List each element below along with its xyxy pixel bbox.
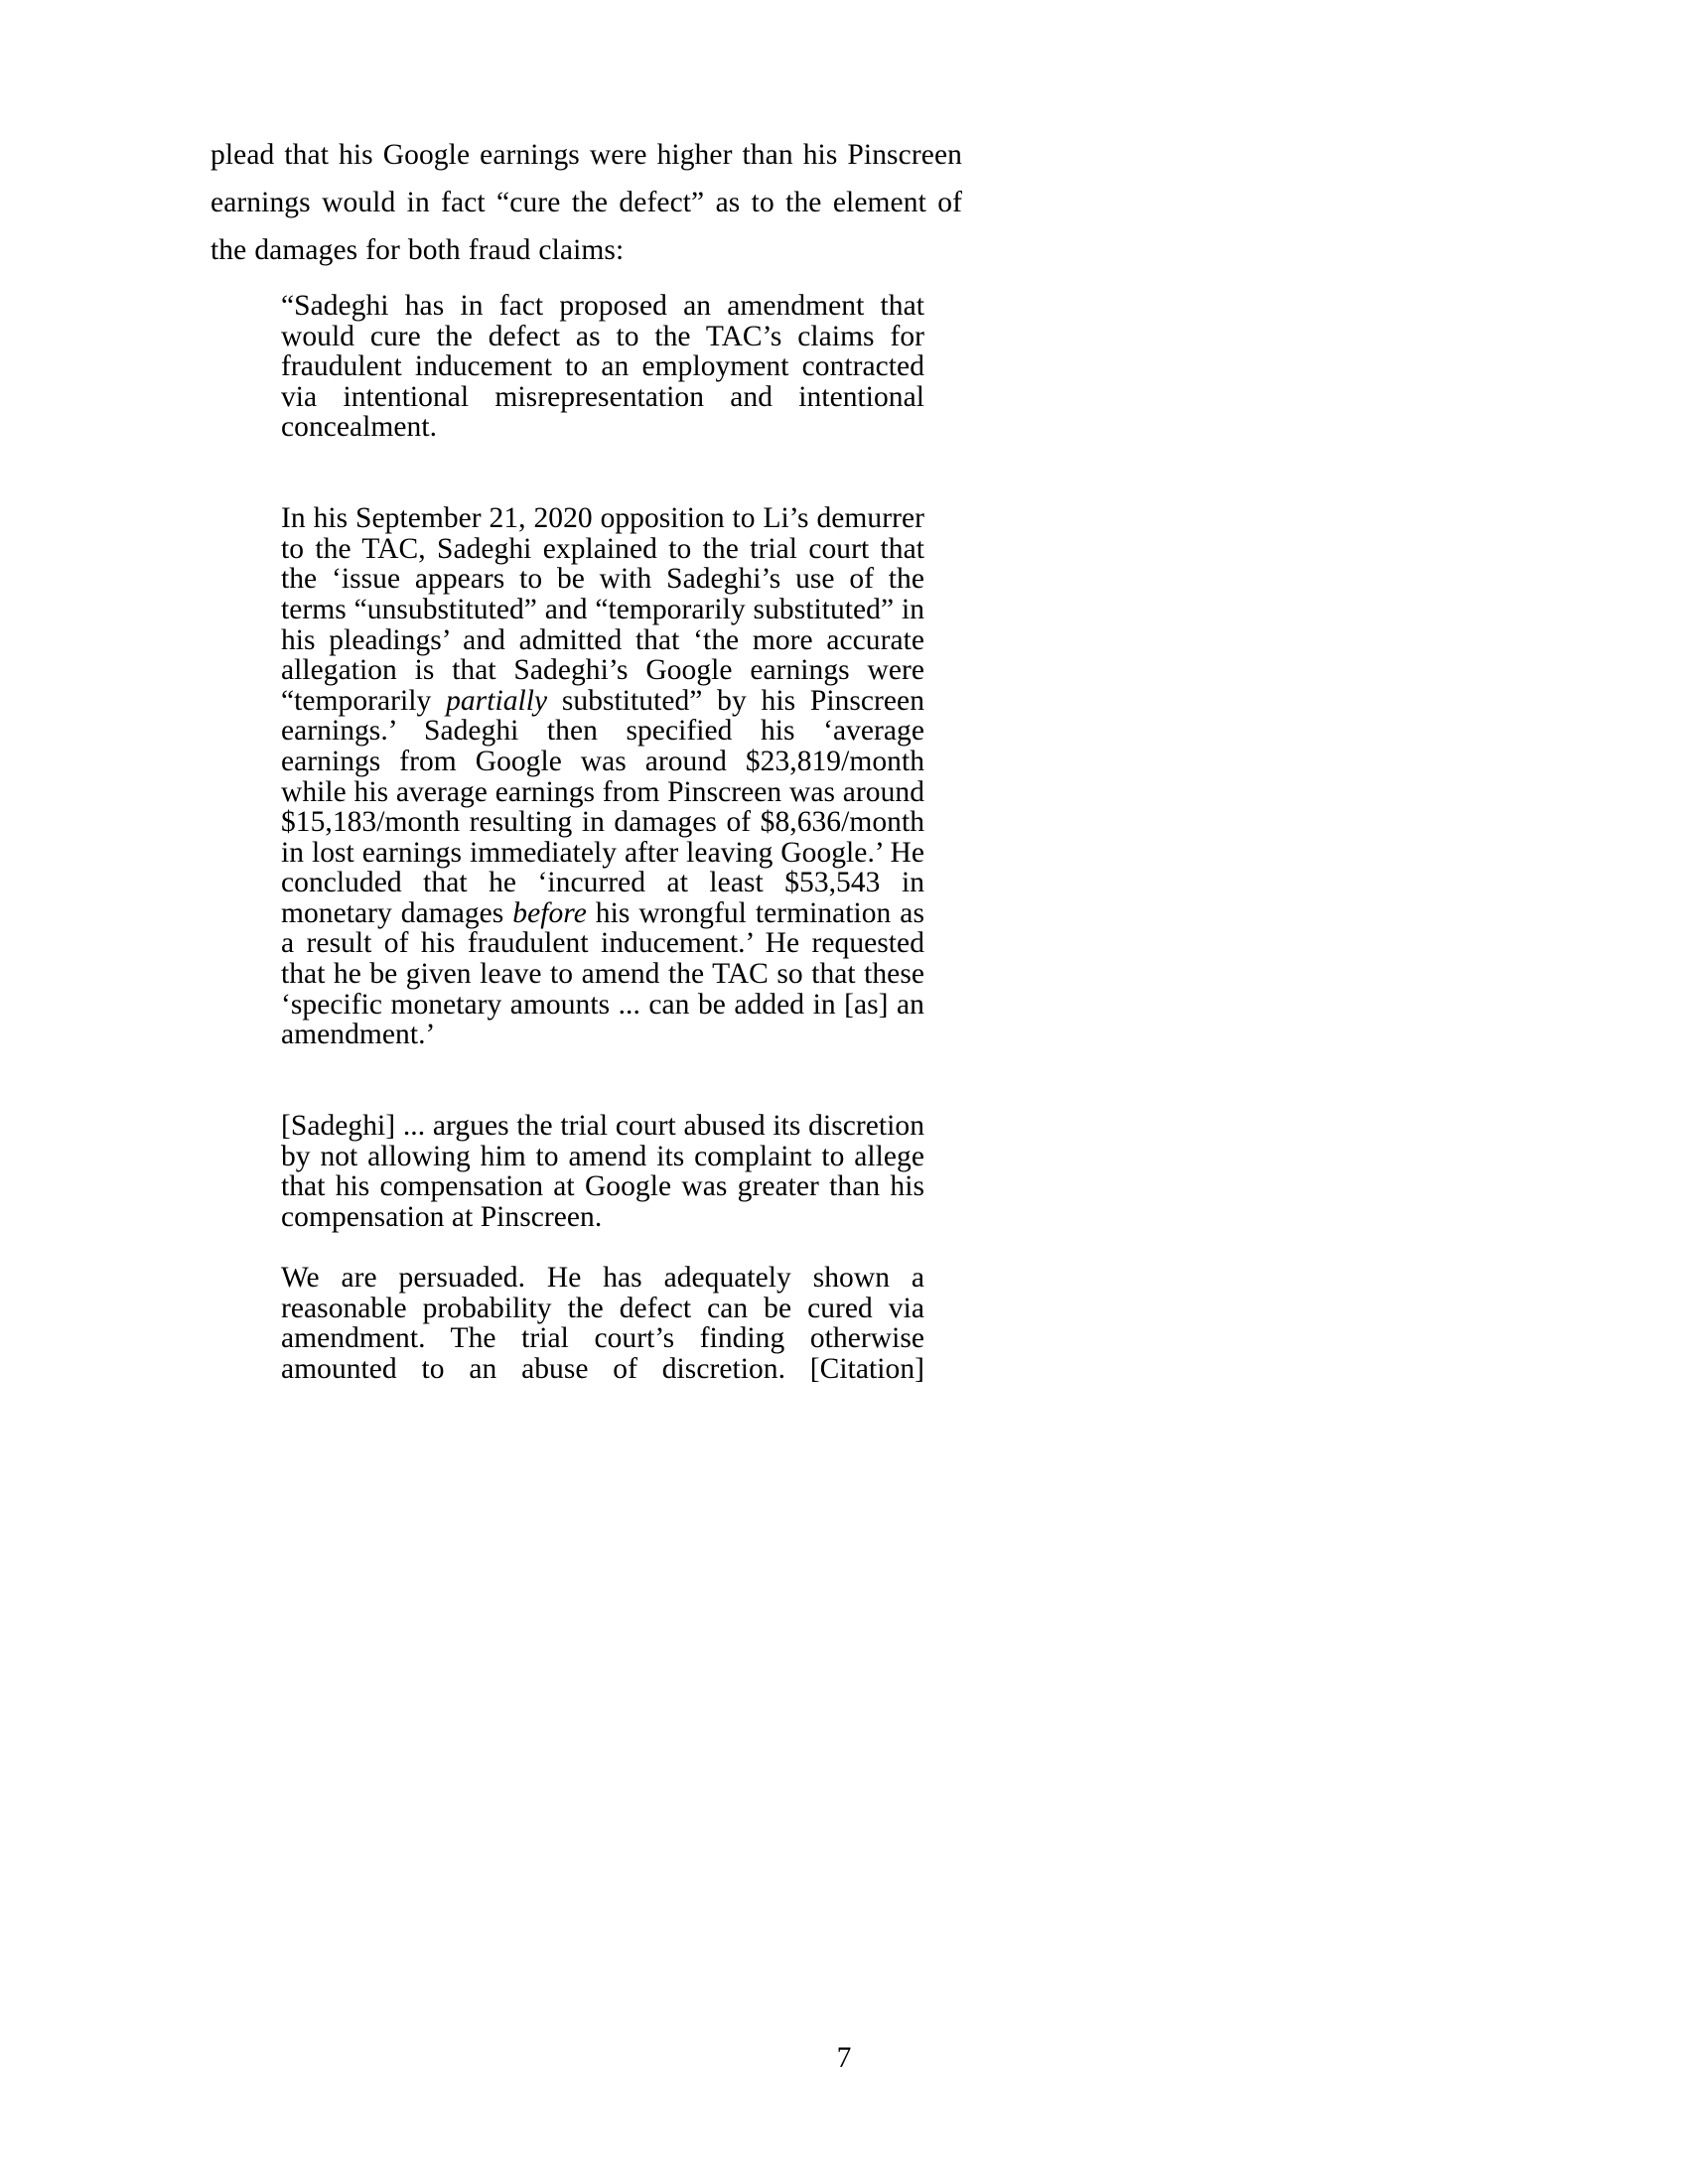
quote-paragraph-3: [Sadeghi] ... argues the trial court abused its discretion by not allowing him to amend its complaint to allege that his compensation at Google was greater than his compensation at Pinscreen. [281,1110,924,1233]
quote-paragraph-1 [281,291,924,474]
page-content [211,131,962,1415]
quote-seg-1: In his September 21, 2020 opposition to Li’s demurrer to the TAC, Sadeghi explained to the trial court that the ‘issue appears to be with Sadeghi’s use of the terms “unsubstituted” and “temporarily substituted” in his pleadings’ and admitted that ‘the more accurate allegation is that Sadeghi’s Google earnings were “temporarily [281,502,924,717]
quote-seg-3: his wrongful termination as a result of his fraudulent inducement.’ He requested that he be given leave to amend the TAC so that these ‘specific monetary amounts ... can be added in [as] an amendment.’ [281,896,924,1051]
page-number: 7 [836,2042,852,2074]
emphasis-before: before [512,896,587,929]
quote-spacer [211,274,962,291]
quote-paragraph-2 [281,503,924,1080]
intro-paragraph: plead that his Google earnings were higher than his Pinscreen earnings would in fact “cure the defect” as to the element of the damages for both fraud claims: [211,139,962,266]
blockquote [281,291,924,1415]
quote-seg-2: substituted” by his Pinscreen earnings.’ Sadeghi then specified his ‘average earnings from Google was around $23,819/month while his average earnings from Pinscreen was around $15,183/month resulting in damages of $8,636/month in lost earnings immediately after leaving Google.’ He concluded that he ‘incurred at least $53,543 in monetary damages [281,684,924,929]
quote-paragraph-4-text: We are persuaded. He has adequately shown a reasonable probability the defect can be cured via amendment. The trial court’s finding otherwise amounted to an abuse of discretion. [Citation] [281,1262,924,1385]
quote-paragraph-1-text: “Sadeghi has in fact proposed an amendment that would cure the defect as to the TAC’s claims for fraudulent inducement to an employment contracted via intentional misrepresentation and intentional concealment. [281,290,924,444]
emphasis-partially: partially [446,684,548,717]
quote-paragraph-4 [281,1263,924,1415]
quote-paragraph-2-body [281,503,924,1080]
